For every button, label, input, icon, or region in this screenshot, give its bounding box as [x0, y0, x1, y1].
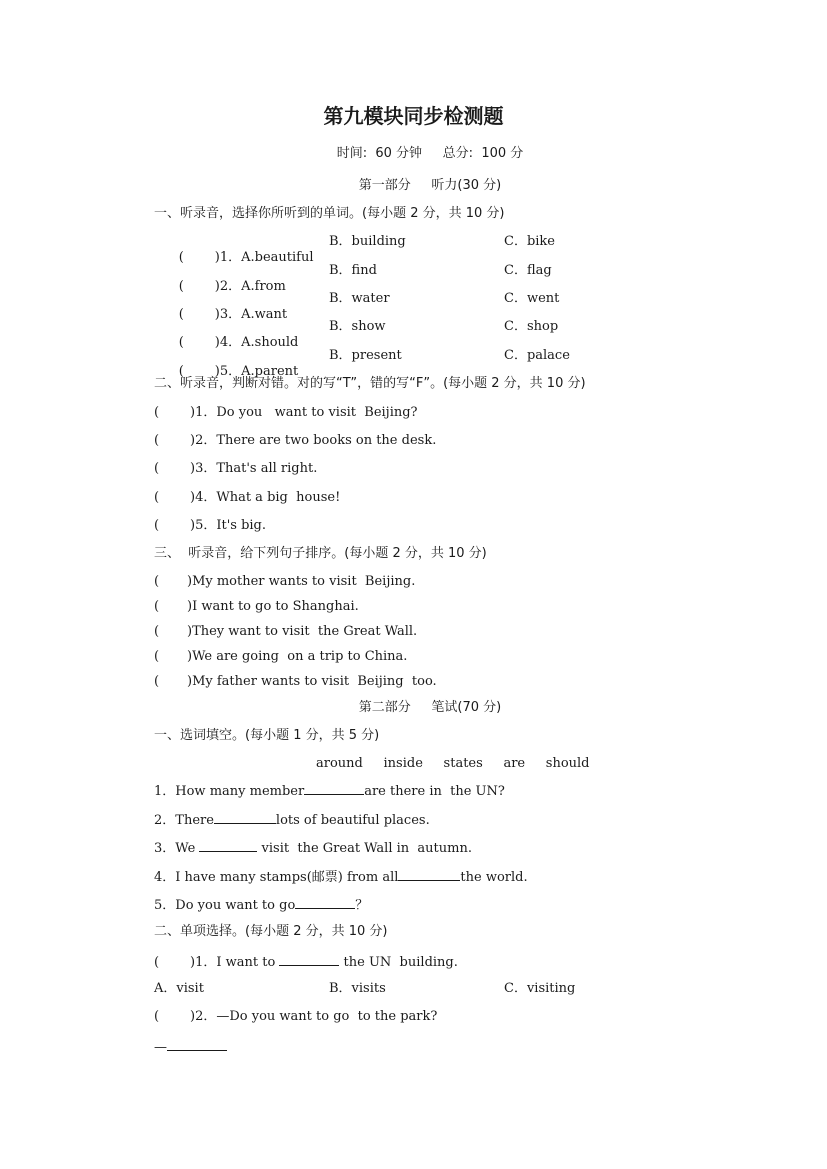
item-text: 2．There: [154, 813, 214, 828]
list-item: [154, 518, 266, 534]
question-text: )5．It's big.: [190, 518, 267, 533]
answer-paren[interactable]: (: [178, 279, 184, 294]
question-text: )3．That's all right.: [190, 461, 318, 476]
question-text: )2．A.from: [214, 279, 286, 294]
answer-paren[interactable]: (: [154, 1009, 160, 1024]
answer-blank[interactable]: [398, 868, 460, 881]
answer-blank[interactable]: [214, 811, 276, 824]
answer-paren[interactable]: (: [154, 461, 160, 476]
part1-sec2-heading: 二、听录音，判断对错。对的写“T”，错的写“F”。(每小题 2 分，共 10 分): [154, 376, 586, 391]
answer-blank[interactable]: [295, 896, 355, 909]
option-b: B．present: [329, 348, 402, 363]
option-a: A．visit: [154, 981, 204, 996]
answer-paren[interactable]: (: [154, 955, 160, 970]
question-text: the UN building.: [339, 955, 458, 970]
list-item: [154, 490, 340, 506]
answer-paren[interactable]: (: [154, 599, 160, 614]
answer-paren[interactable]: (: [178, 250, 184, 265]
question-text: )2．—Do you want to go to the park?: [190, 1009, 438, 1024]
question-text: )1．I want to: [190, 955, 280, 970]
page-title: 第九模块同步检测题: [323, 104, 504, 128]
option-b: B．show: [329, 319, 386, 334]
sentence-text: )We are going on a trip to China.: [187, 649, 408, 664]
question-text: )1．A.beautiful: [214, 250, 314, 265]
answer-blank[interactable]: [304, 782, 364, 795]
item-text: ？: [355, 898, 369, 913]
question-text: )3．A.want: [214, 307, 288, 322]
item-text: 3．We: [154, 841, 200, 856]
item-text: 5．Do you want to go: [154, 898, 296, 913]
answer-paren[interactable]: (: [154, 624, 160, 639]
option-b: B．visits: [329, 981, 386, 996]
question-text: )1．Do you want to visit Beijing?: [190, 405, 418, 420]
list-item: [154, 782, 505, 800]
option-c: C．flag: [504, 263, 552, 278]
option-b: B．building: [329, 234, 406, 249]
list-item: [154, 574, 415, 590]
part1-sec1-heading: 一、听录音，选择你所听到的单词。(每小题 2 分，共 10 分): [154, 206, 505, 221]
part2-heading: 第二部分 笔试(70 分): [358, 700, 502, 715]
list-item: [154, 599, 359, 615]
item-text: visit the Great Wall in autumn.: [257, 841, 472, 856]
list-item: [154, 405, 418, 421]
list-item: [154, 953, 458, 971]
question-text: )4．What a big house!: [190, 490, 341, 505]
part2-sec2-heading: 二、单项选择。(每小题 2 分，共 10 分): [154, 924, 388, 939]
sentence-text: )My father wants to visit Beijing too.: [187, 674, 437, 689]
list-item: [154, 839, 472, 857]
list-item: [154, 624, 417, 640]
part1-heading: 第一部分 听力(30 分): [358, 178, 502, 193]
option-c: C．shop: [504, 319, 559, 334]
exam-meta: 时间: 60 分钟 总分: 100 分: [336, 146, 524, 161]
list-item: [154, 896, 368, 914]
option-b: B．water: [329, 291, 390, 306]
list-item: [154, 461, 317, 477]
answer-line: [154, 1038, 227, 1056]
answer-blank[interactable]: [199, 839, 257, 852]
answer-blank[interactable]: [279, 953, 339, 966]
item-text: the world.: [460, 870, 528, 885]
list-item: [154, 1009, 437, 1025]
list-item: [154, 811, 430, 829]
item-text: are there in the UN?: [364, 784, 505, 799]
list-item: [154, 674, 437, 690]
answer-paren[interactable]: (: [178, 307, 184, 322]
answer-paren[interactable]: (: [154, 518, 160, 533]
answer-paren[interactable]: (: [154, 433, 160, 448]
answer-paren[interactable]: (: [178, 364, 184, 379]
sentence-text: )They want to visit the Great Wall.: [187, 624, 418, 639]
option-c: C．bike: [504, 234, 555, 249]
answer-paren[interactable]: (: [178, 335, 184, 350]
option-c: C．palace: [504, 348, 570, 363]
answer-paren[interactable]: (: [154, 649, 160, 664]
list-item: [154, 433, 436, 449]
list-item: [154, 649, 407, 665]
option-c: C．went: [504, 291, 560, 306]
option-c: C．visiting: [504, 981, 576, 996]
answer-paren[interactable]: (: [154, 674, 160, 689]
option-b: B．find: [329, 263, 377, 278]
word-bank: around inside states are should: [316, 756, 590, 771]
part2-sec1-heading: 一、选词填空。(每小题 1 分，共 5 分): [154, 728, 380, 743]
answer-paren[interactable]: (: [154, 405, 160, 420]
answer-paren[interactable]: (: [154, 574, 160, 589]
question-text: )5．A.parent: [214, 364, 299, 379]
item-text: 1．How many member: [154, 784, 305, 799]
question-text: )4．A.should: [214, 335, 299, 350]
item-text: 4．I have many stamps(邮票) from all: [154, 870, 399, 885]
dash-prefix: —: [154, 1040, 167, 1055]
sentence-text: )I want to go to Shanghai.: [187, 599, 359, 614]
list-item: [154, 868, 528, 886]
item-text: lots of beautiful places.: [275, 813, 430, 828]
sentence-text: )My mother wants to visit Beijing.: [187, 574, 416, 589]
question-text: )2．There are two books on the desk.: [190, 433, 437, 448]
part1-sec3-heading: 三、 听录音，给下列句子排序。(每小题 2 分，共 10 分): [154, 546, 487, 561]
answer-paren[interactable]: (: [154, 490, 160, 505]
answer-blank[interactable]: [167, 1038, 227, 1051]
